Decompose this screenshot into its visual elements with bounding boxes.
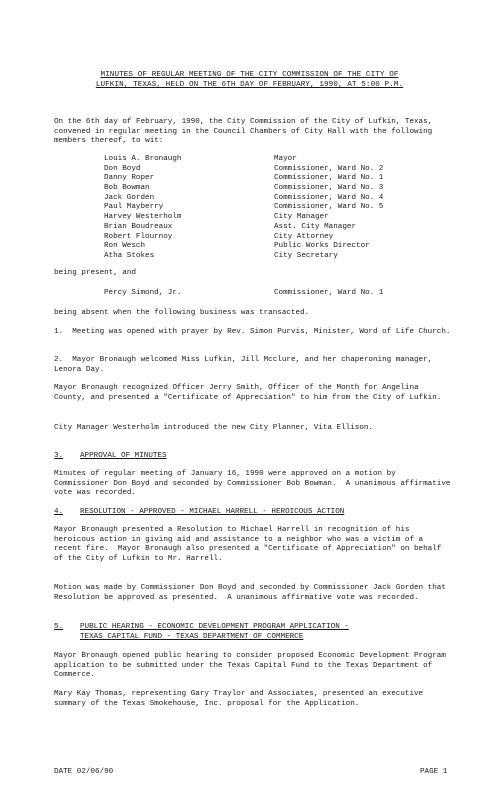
member-title: Public Works Director (274, 242, 370, 251)
member-name: Louis A. Bronaugh (104, 155, 182, 163)
section-title: APPROVAL OF MINUTES (80, 452, 167, 460)
section-3-heading (54, 452, 454, 462)
roster-row (104, 213, 434, 223)
section-title (80, 623, 454, 642)
member-name: Robert Flournoy (104, 232, 173, 241)
member-name: Bob Bowman (104, 184, 150, 193)
roster-row (104, 174, 434, 184)
footer-date: DATE 02/06/90 (54, 768, 114, 776)
roster-row (104, 165, 434, 175)
section-3-body: Minutes of regular meeting of January 16, 1990 were approved on a motion by Commissioner Don Boyd and seconded by Commissioner Bob Bowman. A unanimous affirmative vote was recorded. (54, 470, 456, 498)
footer-page: PAGE 1 (420, 768, 448, 776)
item-2-welcome: 2. Mayor Bronaugh welcomed Miss Lufkin, Jill Mcclure, and her chaperoning manager, Lenora Day. (54, 356, 437, 374)
member-title: Commissioner, Ward No. 1 (274, 289, 384, 297)
member-name: Paul Mayberry (104, 203, 164, 212)
member-title: Commissioner, Ward No. 1 (274, 174, 384, 183)
absent-roster (104, 289, 434, 299)
section-5-heading (54, 623, 454, 642)
item-1-prayer: 1. Meeting was opened with prayer by Rev. Simon Purvis, Minister, Word of Life Church. (54, 328, 451, 336)
title-line-2: LUFKIN, TEXAS, HELD ON THE 6TH DAY OF FEBRUARY, 1990, AT 5:00 P.M. (95, 81, 404, 89)
roster-row (104, 194, 434, 204)
section-4-body-2: Motion was made by Commissioner Don Boyd and seconded by Commissioner Jack Gorden that Resolution be approved as presented. A unanimous affirmative vote was recorded. (54, 584, 451, 602)
section-title: RESOLUTION - APPROVED - MICHAEL HARRELL - HEROICOUS ACTION (80, 508, 345, 516)
document-title (50, 71, 449, 91)
section-5-body-2: Mary Kay Thomas, representing Gary Traylor and Associates, presented an executive summary of the Texas Smokehouse, Inc. proposal for the Application. (54, 690, 428, 708)
absent-outro: being absent when the following business was transacted. (54, 309, 310, 317)
planner-paragraph: City Manager Westerholm introduced the new City Planner, Vita Ellison. (54, 424, 373, 432)
roster-row (104, 184, 434, 194)
member-title: Commissioner, Ward No. 4 (274, 193, 384, 202)
section-title-line-1: PUBLIC HEARING - ECONOMIC DEVELOPMENT PROGRAM APPLICATION - (80, 623, 349, 631)
member-name: Percy Simond, Jr. (104, 289, 182, 297)
roster-row (104, 233, 434, 243)
member-name: Ron Wesch (104, 242, 146, 251)
member-title: City Attorney (274, 232, 334, 241)
roster-row (104, 252, 434, 262)
section-title-line-2: TEXAS CAPITAL FUND - TEXAS DEPARTMENT OF COMMERCE (80, 632, 304, 641)
intro-paragraph: On the 6th day of February, 1990, the City Commission of the City of Lufkin, Texas, convened in regular meeting in the Council Chambers of City Hall with the following members thereof, to wit: (54, 118, 437, 146)
member-name: Jack Gorden (104, 193, 155, 202)
member-name: Atha Stokes (104, 251, 155, 260)
present-roster (104, 155, 434, 262)
member-title: Commissioner, Ward No. 3 (274, 184, 384, 193)
roster-row (104, 289, 434, 299)
member-title: City Secretary (274, 251, 338, 260)
roster-row (104, 242, 434, 252)
section-5-body-1: Mayor Bronaugh opened public hearing to consider proposed Economic Development Program application to be submitted under the Texas Capital Fund to the Texas Department of Commerce. (54, 652, 451, 680)
member-title: Mayor (274, 155, 297, 163)
member-name: Harvey Westerholm (104, 213, 182, 222)
section-4-body-1: Mayor Bronaugh presented a Resolution to Michael Harrell in recognition of his heroicous action in giving aid and assistance to a neighbor who was a victim of a recent fire. Mayor Bronaugh also presented a "Certificate of Appreciation" on behalf of the City of Lufkin to Mr. Harrell. (54, 526, 446, 563)
roster-row (104, 203, 434, 213)
section-number: 4. (54, 508, 64, 516)
recognition-paragraph: Mayor Bronaugh recognized Officer Jerry Smith, Officer of the Month for Angelina County, and presented a "Certificate of Appreciation" to him from the City of Lufkin. (54, 384, 442, 402)
section-4-heading (54, 508, 454, 518)
roster-row (104, 223, 434, 233)
member-name: Don Boyd (104, 164, 141, 173)
section-number: 3. (54, 452, 64, 460)
member-title: Asst. City Manager (274, 222, 357, 231)
member-title: Commissioner, Ward No. 2 (274, 164, 384, 173)
absent-intro: being present, and (54, 269, 137, 277)
member-name: Danny Roper (104, 174, 155, 183)
roster-row (104, 155, 434, 165)
member-title: City Manager (274, 213, 329, 222)
member-name: Brian Boudreaux (104, 222, 173, 231)
title-line-1: MINUTES OF REGULAR MEETING OF THE CITY COMMISSION OF THE CITY OF (100, 71, 399, 79)
member-title: Commissioner, Ward No. 5 (274, 203, 384, 212)
section-number: 5. (54, 623, 64, 631)
